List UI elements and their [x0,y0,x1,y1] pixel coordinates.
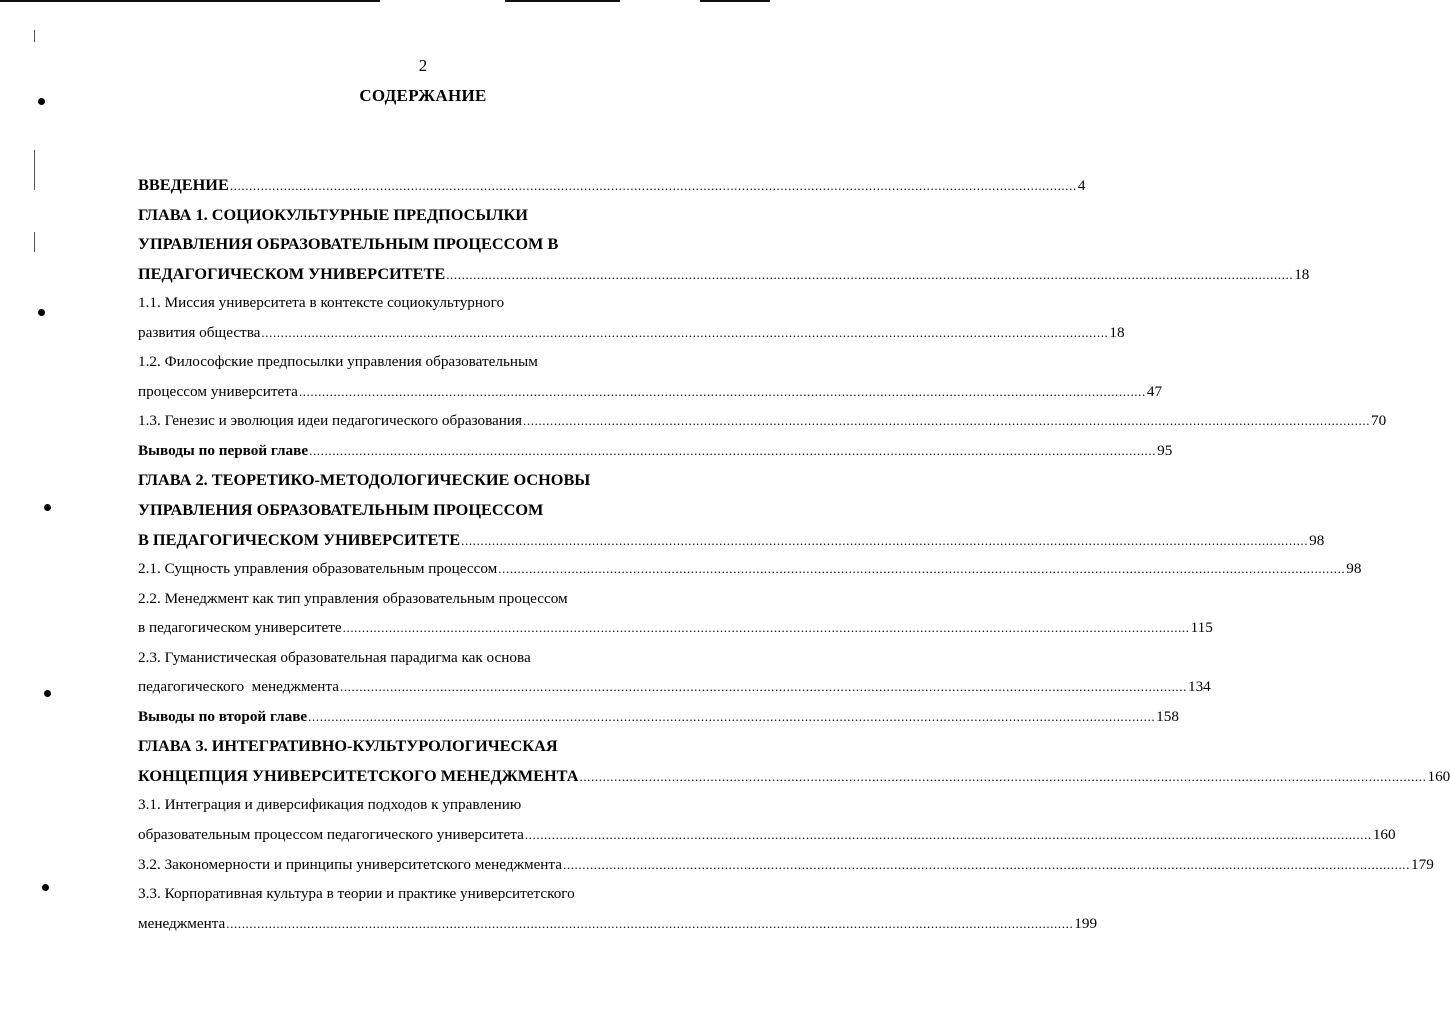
toc-section-2-3-line-1[interactable] [138,643,713,673]
scan-border-top [700,0,770,2]
toc-chapter-2-line-2[interactable] [138,495,713,525]
toc-chapter-3-line-1[interactable] [138,731,713,761]
toc-section-3-3-line-2[interactable] [138,909,1098,939]
toc-entry-title: образовательным процессом педагогического университета [138,826,524,844]
dot-leader: ............................................................................................................................................................................................................................ [523,413,1371,429]
toc-page-number: 199 [1074,914,1098,932]
toc-section-3-1-line-2[interactable] [138,820,1396,850]
toc-section-3-3-line-1[interactable] [138,879,713,909]
dot-leader: ............................................................................................................................................................................................................................ [226,915,1074,931]
dot-leader: ............................................................................................................................................................................................................................ [308,708,1156,724]
punch-hole [44,690,51,697]
toc-chapter-1-line-3[interactable] [138,259,1310,289]
toc-section-1-2-line-1[interactable] [138,347,713,377]
toc-entry-title: 2.2. Менеджмент как тип управления образовательным процессом [138,589,568,607]
toc-entry-title: УПРАВЛЕНИЯ ОБРАЗОВАТЕЛЬНЫМ ПРОЦЕССОМ В [138,234,559,254]
toc-entry-title: ПЕДАГОГИЧЕСКОМ УНИВЕРСИТЕТЕ [138,263,446,283]
scan-edge-mark [34,30,35,42]
dot-leader: ............................................................................................................................................................................................................................ [446,266,1294,282]
toc-section-3-2[interactable] [138,850,1434,880]
toc-entry-title: 2.3. Гуманистическая образовательная парадигма как основа [138,648,531,666]
dot-leader: ............................................................................................................................................................................................................................ [298,383,1146,399]
toc-entry-title: ГЛАВА 2. ТЕОРЕТИКО-МЕТОДОЛОГИЧЕСКИЕ ОСНОВЫ [138,470,591,490]
toc-entry-title: 1.2. Философские предпосылки управления образовательным [138,353,538,371]
punch-hole [42,884,49,891]
dot-leader: ............................................................................................................................................................................................................................ [229,178,1077,193]
scan-border-top [505,0,620,2]
toc-entry-title: 3.1. Интеграция и диверсификация подходов к управлению [138,796,522,814]
toc-chapter-2-line-3[interactable] [138,525,1325,555]
toc-chapter-1-line-1[interactable] [138,200,713,230]
toc-entry-title: в педагогическом университете [138,619,342,637]
toc-entry-title: Выводы по первой главе [138,441,309,459]
toc-page-number: 98 [1309,531,1325,549]
toc-section-1-2-line-2[interactable] [138,377,1163,407]
toc-entry-title: 3.2. Закономерности и принципы университетского менеджмента [138,855,562,873]
toc-entry-title: педагогического менеджмента [138,678,339,696]
dot-leader: ............................................................................................................................................................................................................................ [261,324,1109,340]
toc-entry-title: менеджмента [138,914,226,932]
toc-entry-introduction[interactable] [138,170,1086,200]
toc-section-1-1-line-2[interactable] [138,318,1125,348]
toc-entry-title: процессом университета [138,382,298,400]
toc-page-number: 134 [1187,678,1211,696]
dot-leader: ............................................................................................................................................................................................................................ [339,679,1187,695]
toc-entry-title: 1.3. Генезис и эволюция идеи педагогического образования [138,412,523,430]
toc-entry-title: ГЛАВА 3. ИНТЕГРАТИВНО-КУЛЬТУРОЛОГИЧЕСКАЯ [138,736,558,756]
toc-conclusions-chapter-2[interactable] [138,702,1179,732]
toc-section-1-1-line-1[interactable] [138,288,713,318]
scan-edge-mark [34,150,35,190]
toc-section-3-1-line-1[interactable] [138,790,713,820]
dot-leader: ............................................................................................................................................................................................................................ [498,561,1346,577]
toc-page-number: 160 [1372,826,1396,844]
toc-section-2-1[interactable] [138,554,1362,584]
toc-entry-title: ГЛАВА 1. СОЦИОКУЛЬТУРНЫЕ ПРЕДПОСЫЛКИ [138,204,528,224]
toc-page-number: 158 [1156,707,1179,725]
toc-page-number: 18 [1294,265,1310,283]
toc-entry-title: 2.1. Сущность управления образовательным процессом [138,560,498,578]
dot-leader: ............................................................................................................................................................................................................................ [524,827,1372,843]
toc-chapter-3-line-2[interactable] [138,761,1450,791]
dot-leader: ............................................................................................................................................................................................................................ [563,856,1410,872]
toc-page-number: 70 [1371,412,1387,430]
toc-entry-title: 1.1. Миссия университета в контексте социокультурного [138,294,505,312]
punch-hole [44,504,51,511]
dot-leader: ............................................................................................................................................................................................................................ [342,620,1190,636]
toc-page-number: 179 [1411,855,1434,873]
toc-section-2-2-line-2[interactable] [138,613,1213,643]
toc-page-number: 18 [1109,323,1125,341]
toc-entry-title: 3.3. Корпоративная культура в теории и практике университетского [138,885,575,903]
toc-chapter-2-line-1[interactable] [138,465,713,495]
scan-border-top [0,0,380,2]
toc-page-number: 98 [1346,560,1362,578]
toc-page-number: 47 [1146,382,1163,400]
toc-section-1-3[interactable] [138,406,1387,436]
toc-page-number: 95 [1157,441,1173,459]
scan-edge-mark [34,232,35,252]
toc-page-number: 4 [1077,177,1086,194]
table-of-contents [138,170,1450,938]
toc-page-number: 160 [1427,767,1450,785]
toc-entry-title: УПРАВЛЕНИЯ ОБРАЗОВАТЕЛЬНЫМ ПРОЦЕССОМ [138,500,544,520]
toc-title: СОДЕРЖАНИЕ [359,86,487,105]
toc-entry-title: ВВЕДЕНИЕ [138,175,229,194]
dot-leader: ............................................................................................................................................................................................................................ [579,768,1427,784]
toc-entry-title: В ПЕДАГОГИЧЕСКОМ УНИВЕРСИТЕТЕ [138,529,461,549]
toc-chapter-1-line-2[interactable] [138,229,713,259]
dot-leader: ............................................................................................................................................................................................................................ [309,442,1157,458]
toc-conclusions-chapter-1[interactable] [138,436,1173,466]
toc-section-2-3-line-2[interactable] [138,672,1211,702]
page-number: 2 [418,56,428,75]
toc-entry-title: Выводы по второй главе [138,707,308,725]
toc-entry-title: КОНЦЕПЦИЯ УНИВЕРСИТЕТСКОГО МЕНЕДЖМЕНТА [138,765,579,785]
dot-leader: ............................................................................................................................................................................................................................ [461,532,1309,548]
toc-section-2-2-line-1[interactable] [138,584,713,614]
toc-page-number: 115 [1190,619,1213,637]
toc-entry-title: развития общества [138,323,261,341]
punch-hole [38,309,45,316]
